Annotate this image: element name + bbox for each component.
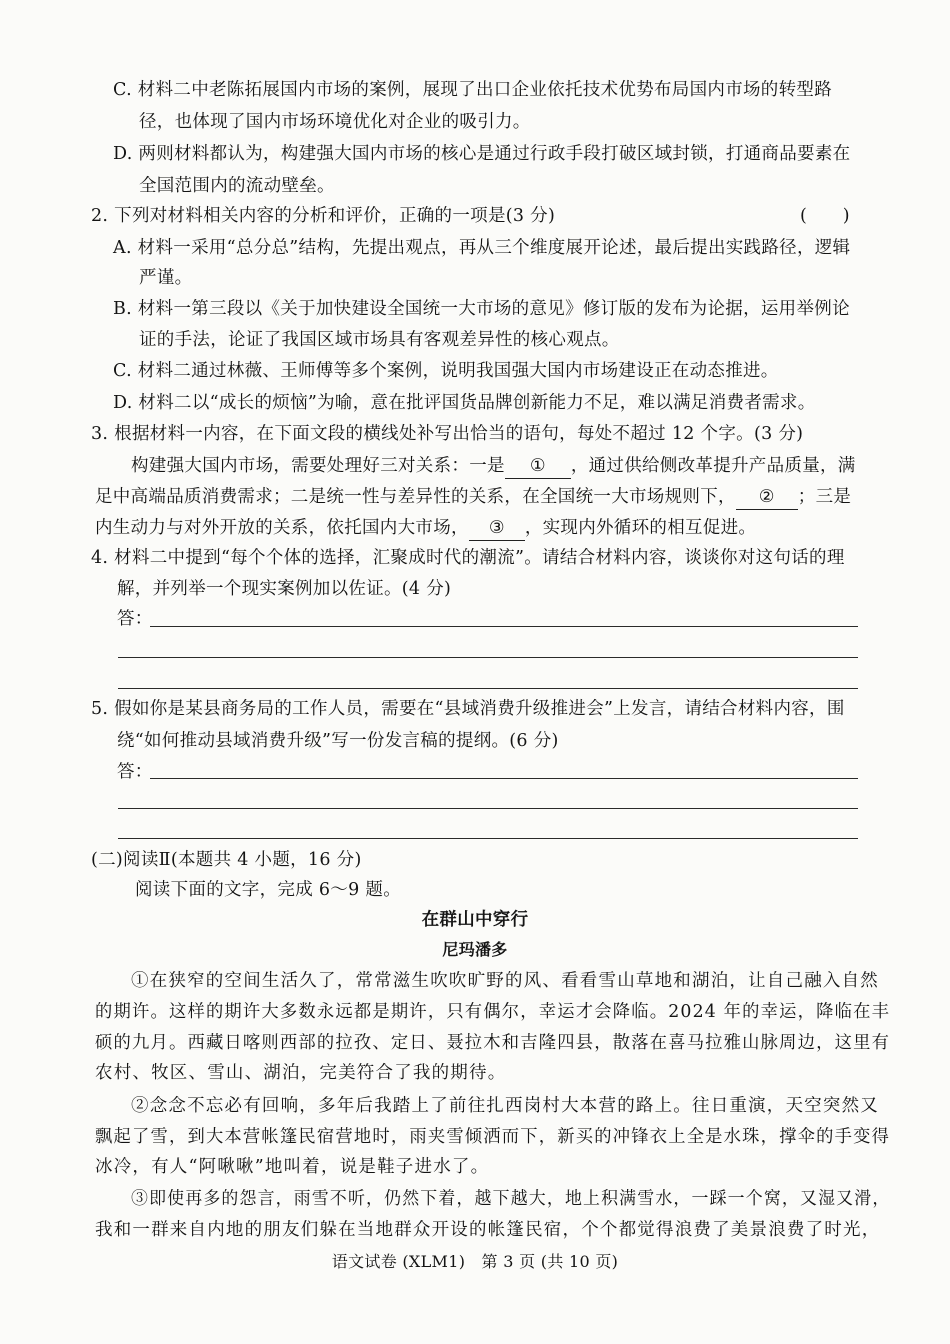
q4-answer-line[interactable] [118, 657, 858, 658]
q4-answer-label: 答： [117, 609, 153, 629]
q4-stem-line2: 解，并列举一个现实案例加以佐证。(4 分) [117, 579, 452, 599]
q3-text: ，通过供给侧改革提升产品质量，满 [570, 456, 856, 476]
q3-blank-3[interactable]: ③ [469, 516, 525, 541]
article-title: 在群山中穿行 [421, 910, 529, 930]
section-instruction: 阅读下面的文字，完成 6～9 题。 [135, 880, 401, 900]
article-p3-line2: 我和一群来自内地的朋友们躲在当地群众开设的帐篷民宿，个个都觉得浪费了美景浪费了时光， [95, 1220, 881, 1240]
q3-text: ；三是 [797, 487, 852, 507]
q2-option-b-line1: B. 材料一第三段以《关于加快建设全国统一大市场的意见》修订版的发布为论据，运用举例论 [113, 299, 850, 319]
q1-option-d-line1: D. 两则材料都认为，构建强大国内市场的核心是通过行政手段打破区域封锁，打通商品要素在 [113, 144, 851, 164]
section-heading: (二)阅读Ⅱ(本题共 4 小题，16 分) [91, 850, 362, 870]
q3-stem: 3. 根据材料一内容，在下面文段的横线处补写出恰当的语句，每处不超过 12 个字。(3 分) [91, 424, 804, 444]
q4-stem-line1: 4. 材料二中提到“每个个体的选择，汇聚成时代的潮流”。请结合材料内容，谈谈你对这句话的理 [91, 548, 845, 568]
q3-text: 内生动力与对外开放的关系，依托国内大市场， [95, 518, 469, 538]
q5-stem-line2: 绕“如何推动县域消费升级”写一份发言稿的提纲。(6 分) [117, 731, 559, 751]
q1-option-c-line2: 径，也体现了国内市场环境优化对企业的吸引力。 [139, 112, 531, 132]
page-footer: 语文试卷 (XLM1) 第 3 页 (共 10 页) [331, 1252, 619, 1271]
article-p2-line3: 冰冷，有人“阿啾啾”地叫着，说是鞋子进水了。 [95, 1157, 490, 1177]
article-p1-line3: 硕的九月。西藏日喀则西部的拉孜、定日、聂拉木和吉隆四县，散落在喜马拉雅山脉周边，这里有 [95, 1033, 891, 1053]
article-p2-line1: ②念念不忘必有回响，多年后我踏上了前往扎西岗村大本营的路上。往日重演，天空突然又 [131, 1096, 879, 1116]
q3-paragraph-line1 [131, 454, 856, 479]
q3-text: 构建强大国内市场，需要处理好三对关系：一是 [131, 456, 505, 476]
q2-option-a-line2: 严谨。 [139, 268, 193, 288]
q2-stem: 2. 下列对材料相关内容的分析和评价，正确的一项是(3 分) [91, 206, 556, 226]
q3-paragraph-line3 [95, 516, 756, 541]
q2-option-c: C. 材料二通过林薇、王师傅等多个案例，说明我国强大国内市场建设正在动态推进。 [113, 361, 779, 381]
q3-text: ，实现内外循环的相互促进。 [524, 518, 757, 538]
q3-blank-2[interactable]: ② [736, 485, 798, 510]
article-p1-line1: ①在狭窄的空间生活久了，常常滋生吹吹旷野的风、看看雪山草地和湖泊，让自己融入自然 [131, 971, 879, 991]
q5-answer-line[interactable] [150, 778, 858, 779]
q2-option-b-line2: 证的手法，论证了我国区域市场具有客观差异性的核心观点。 [139, 330, 620, 350]
q1-option-c-line1: C. 材料二中老陈拓展国内市场的案例，展现了出口企业依托技术优势布局国内市场的转型路 [113, 80, 832, 100]
q2-option-a-line1: A. 材料一采用“总分总”结构，先提出观点，再从三个维度展开论述，最后提出实践路径，逻辑 [113, 238, 851, 258]
q2-answer-bracket[interactable]: ( ) [800, 206, 850, 226]
q5-stem-line1: 5. 假如你是某县商务局的工作人员，需要在“县域消费升级推进会”上发言，请结合材料内容，围 [91, 699, 845, 719]
q3-blank-1[interactable]: ① [505, 454, 571, 479]
q5-answer-label: 答： [117, 762, 153, 782]
q5-answer-line[interactable] [118, 838, 858, 839]
article-p1-line4: 农村、牧区、雪山、湖泊，完美符合了我的期待。 [95, 1063, 507, 1083]
q3-paragraph-line2 [95, 485, 851, 510]
article-p2-line2: 飘起了雪，到大本营帐篷民宿营地时，雨夹雪倾洒而下，新买的冲锋衣上全是水珠，撑伞的手变得 [95, 1127, 891, 1147]
article-author: 尼玛潘多 [442, 940, 508, 959]
q2-option-d: D. 材料二以“成长的烦恼”为喻，意在批评国货品牌创新能力不足，难以满足消费者需求。 [113, 393, 816, 413]
q1-option-d-line2: 全国范围内的流动壁垒。 [139, 176, 335, 196]
article-p3-line1: ③即使再多的怨言，雨雪不听，仍然下着，越下越大，地上积满雪水，一踩一个窝，又湿又滑， [131, 1189, 891, 1209]
q4-answer-line[interactable] [118, 688, 858, 689]
q5-answer-line[interactable] [118, 808, 858, 809]
q4-answer-line[interactable] [150, 626, 858, 627]
q3-text: 足中高端品质消费需求；二是统一性与差异性的关系，在全国统一大市场规则下， [95, 487, 736, 507]
article-p1-line2: 的期许。这样的期许大多数永远都是期许，只有偶尔，幸运才会降临。2024 年的幸运，降临在丰 [95, 1002, 891, 1022]
